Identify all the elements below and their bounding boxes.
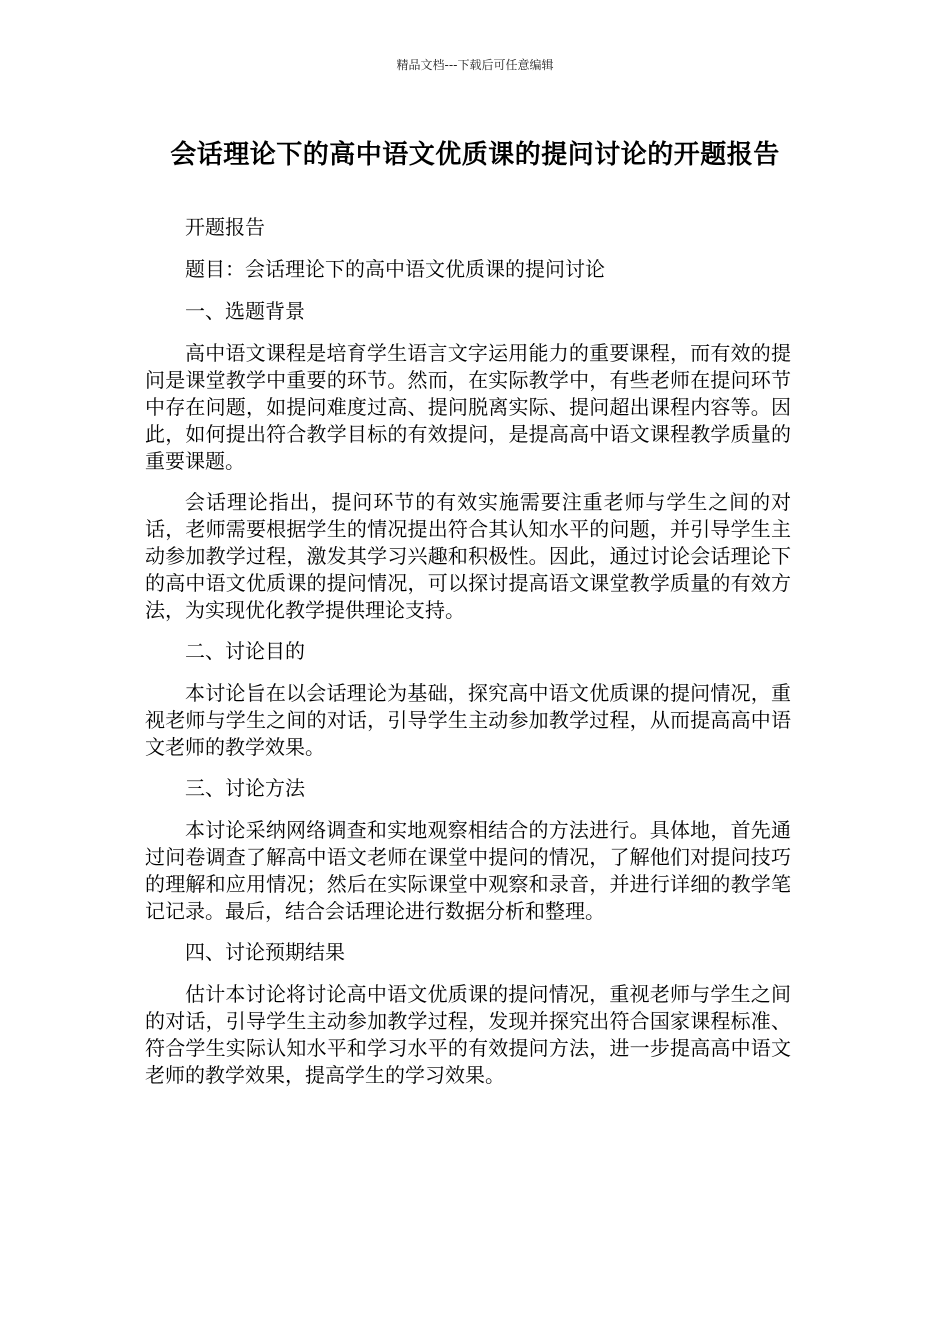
section-paragraph: 会话理论指出，提问环节的有效实施需要注重老师与学生之间的对话，老师需要根据学生的情况提出符合其认知水平的问题，并引导学生主动参加教学过程，激发其学习兴趣和积极性。因此，通过讨论会话理论下的高中语文优质课的提问情况，可以探讨提高语文课堂教学质量的有效方法，为实现优化教学提供理论支持。 bbox=[145, 490, 791, 622]
report-topic: 题目：会话理论下的高中语文优质课的提问讨论 bbox=[185, 257, 605, 281]
document-body bbox=[145, 214, 791, 1103]
section-heading: 三、讨论方法 bbox=[185, 776, 305, 800]
section-heading: 二、讨论目的 bbox=[185, 639, 305, 663]
section-paragraph: 本讨论旨在以会话理论为基础，探究高中语文优质课的提问情况，重视老师与学生之间的对话，引导学生主动参加教学过程，从而提高高中语文老师的教学效果。 bbox=[145, 681, 791, 759]
section-paragraph: 估计本讨论将讨论高中语文优质课的提问情况，重视老师与学生之间的对话，引导学生主动参加教学过程，发现并探究出符合国家课程标准、符合学生实际认知水平和学习水平的有效提问方法，进一步提高高中语文老师的教学效果，提高学生的学习效果。 bbox=[145, 982, 791, 1087]
report-label: 开题报告 bbox=[185, 215, 265, 239]
section-heading: 一、选题背景 bbox=[185, 299, 305, 323]
section-paragraph: 本讨论采纳网络调查和实地观察相结合的方法进行。具体地，首先通过问卷调查了解高中语文老师在课堂中提问的情况，了解他们对提问技巧的理解和应用情况；然后在实际课堂中观察和录音，并进行详细的教学笔记记录。最后，结合会话理论进行数据分析和整理。 bbox=[145, 818, 791, 923]
section-paragraph: 高中语文课程是培育学生语言文字运用能力的重要课程，而有效的提问是课堂教学中重要的环节。然而，在实际教学中，有些老师在提问环节中存在问题，如提问难度过高、提问脱离实际、提问超出课程内容等。因此，如何提出符合教学目标的有效提问，是提高高中语文课程教学质量的重要课题。 bbox=[145, 341, 791, 473]
section-heading: 四、讨论预期结果 bbox=[185, 940, 345, 964]
page-header-note: 精品文档---下载后可任意编辑 bbox=[396, 58, 554, 72]
document-title: 会话理论下的高中语文优质课的提问讨论的开题报告 bbox=[170, 140, 780, 170]
